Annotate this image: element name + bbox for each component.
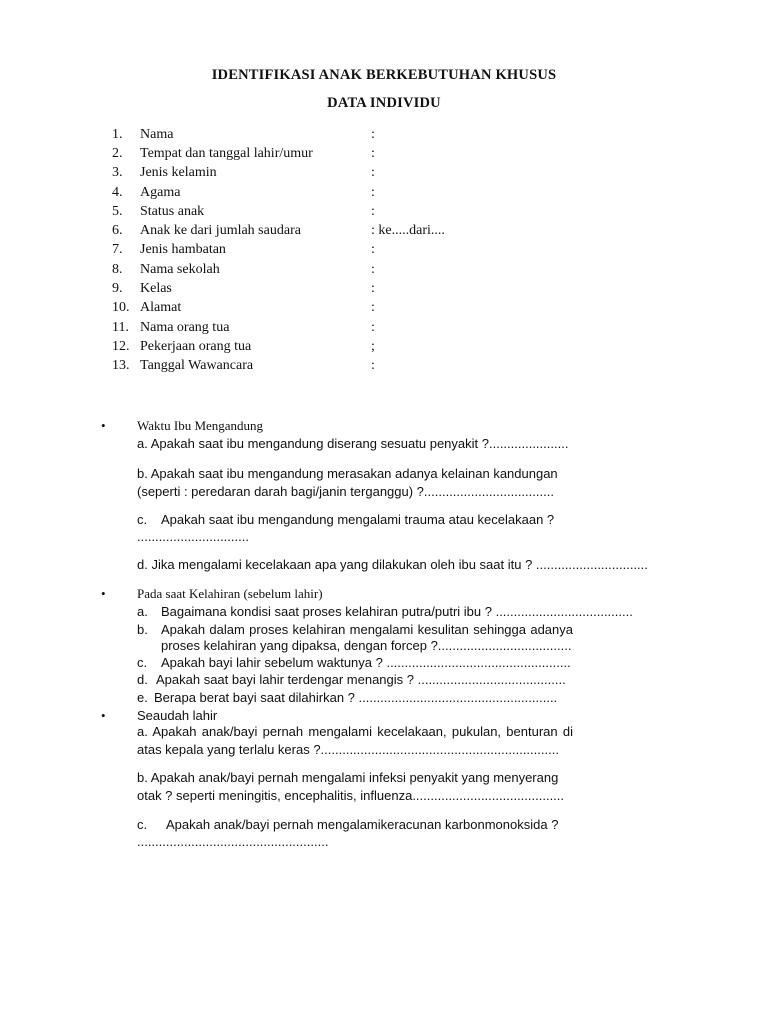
- field-number: 11.: [112, 320, 129, 335]
- question-b-line1: b. Apakah anak/bayi pernah mengalami infeksi penyakit yang menyerang: [137, 770, 559, 785]
- field-value: :: [371, 358, 375, 373]
- field-label: Nama orang tua: [140, 320, 230, 335]
- bullet-icon: •: [101, 708, 106, 723]
- document-subtitle: DATA INDIVIDU: [327, 95, 441, 111]
- field-label: Status anak: [140, 204, 205, 219]
- question-b-marker: b.: [137, 622, 148, 637]
- field-value: ;: [371, 339, 375, 354]
- field-number: 13.: [112, 358, 130, 373]
- question-b-line2: (seperti : peredaran darah bagi/janin terganggu) ?....................................: [137, 484, 554, 499]
- field-label: Kelas: [140, 281, 172, 296]
- question-d: d. Jika mengalami kecelakaan apa yang dilakukan oleh ibu saat itu ? ...............................: [137, 557, 648, 572]
- field-label: Jenis hambatan: [140, 242, 226, 257]
- field-label: Tanggal Wawancara: [140, 358, 254, 373]
- field-value: :: [371, 146, 375, 161]
- field-label: Agama: [140, 185, 181, 200]
- field-value: :: [371, 185, 375, 200]
- field-number: 12.: [112, 339, 130, 354]
- section-heading: Waktu Ibu Mengandung: [137, 418, 264, 433]
- question-b-line2: otak ? seperti meningitis, encephalitis, influenza..........................................: [137, 788, 565, 803]
- field-number: 1.: [112, 127, 123, 142]
- question-c-line2: ...............................: [137, 529, 249, 544]
- field-number: 3.: [112, 165, 123, 180]
- field-value: :: [371, 165, 375, 180]
- question-b-line2: proses kelahiran yang dipaksa, dengan forcep ?.....................................: [161, 638, 572, 653]
- question-c-line2: .....................................................: [137, 834, 329, 849]
- field-value: :: [371, 281, 375, 296]
- question-b-line1: b. Apakah saat ibu mengandung merasakan adanya kelainan kandungan: [137, 466, 558, 481]
- question-a-line2: atas kepala yang terlalu keras ?..................................................................: [137, 742, 559, 757]
- field-label: Alamat: [140, 300, 182, 315]
- field-value: :: [371, 300, 375, 315]
- field-number: 10.: [112, 300, 130, 315]
- question-c: Apakah bayi lahir sebelum waktunya ? ...................................................: [161, 655, 571, 670]
- question-a: a. Apakah saat ibu mengandung diserang sesuatu penyakit ?......................: [137, 436, 569, 451]
- question-a-line1: a. Apakah anak/bayi pernah mengalami kecelakaan, pukulan, benturan di: [137, 724, 573, 739]
- field-label: Anak ke dari jumlah saudara: [140, 223, 301, 238]
- field-number: 9.: [112, 281, 123, 296]
- bullet-icon: •: [101, 418, 106, 433]
- field-label: Nama sekolah: [140, 262, 220, 277]
- field-label: Pekerjaan orang tua: [140, 339, 252, 354]
- question-d-marker: d.: [137, 672, 148, 687]
- question-b-line1: Apakah dalam proses kelahiran mengalami kesulitan sehingga adanya: [161, 622, 573, 637]
- field-label: Tempat dan tanggal lahir/umur: [140, 146, 313, 161]
- field-number: 5.: [112, 204, 123, 219]
- field-value: :: [371, 262, 375, 277]
- field-number: 6.: [112, 223, 123, 238]
- question-c-line1: Apakah saat ibu mengandung mengalami trauma atau kecelakaan ?: [161, 512, 555, 527]
- field-value: :: [371, 204, 375, 219]
- document-title: IDENTIFIKASI ANAK BERKEBUTUHAN KHUSUS: [211, 67, 557, 83]
- question-c-line1: Apakah anak/bayi pernah mengalamikeracunan karbonmonoksida ?: [166, 817, 559, 832]
- section-heading: Pada saat Kelahiran (sebelum lahir): [137, 586, 323, 601]
- question-c-marker: c.: [137, 817, 148, 832]
- field-number: 8.: [112, 262, 123, 277]
- question-a: Bagaimana kondisi saat proses kelahiran putra/putri ibu ? ......................................: [161, 604, 633, 619]
- field-value: :: [371, 320, 375, 335]
- field-value: :: [371, 127, 375, 142]
- field-number: 4.: [112, 185, 123, 200]
- field-number: 2.: [112, 146, 123, 161]
- field-value: :: [371, 242, 375, 257]
- field-label: Nama: [140, 127, 174, 142]
- field-number: 7.: [112, 242, 123, 257]
- question-c-marker: c.: [137, 512, 148, 527]
- question-d: Apakah saat bayi lahir terdengar menangis ? .........................................: [156, 672, 566, 687]
- bullet-icon: •: [101, 586, 106, 601]
- question-a-marker: a.: [137, 604, 148, 619]
- question-e: Berapa berat bayi saat dilahirkan ? .......................................................: [154, 690, 558, 705]
- question-e-marker: e.: [137, 690, 148, 705]
- field-label: Jenis kelamin: [140, 165, 217, 180]
- section-heading: Seaudah lahir: [137, 708, 218, 723]
- question-c-marker: c.: [137, 655, 148, 670]
- field-value: : ke.....dari....: [371, 223, 445, 238]
